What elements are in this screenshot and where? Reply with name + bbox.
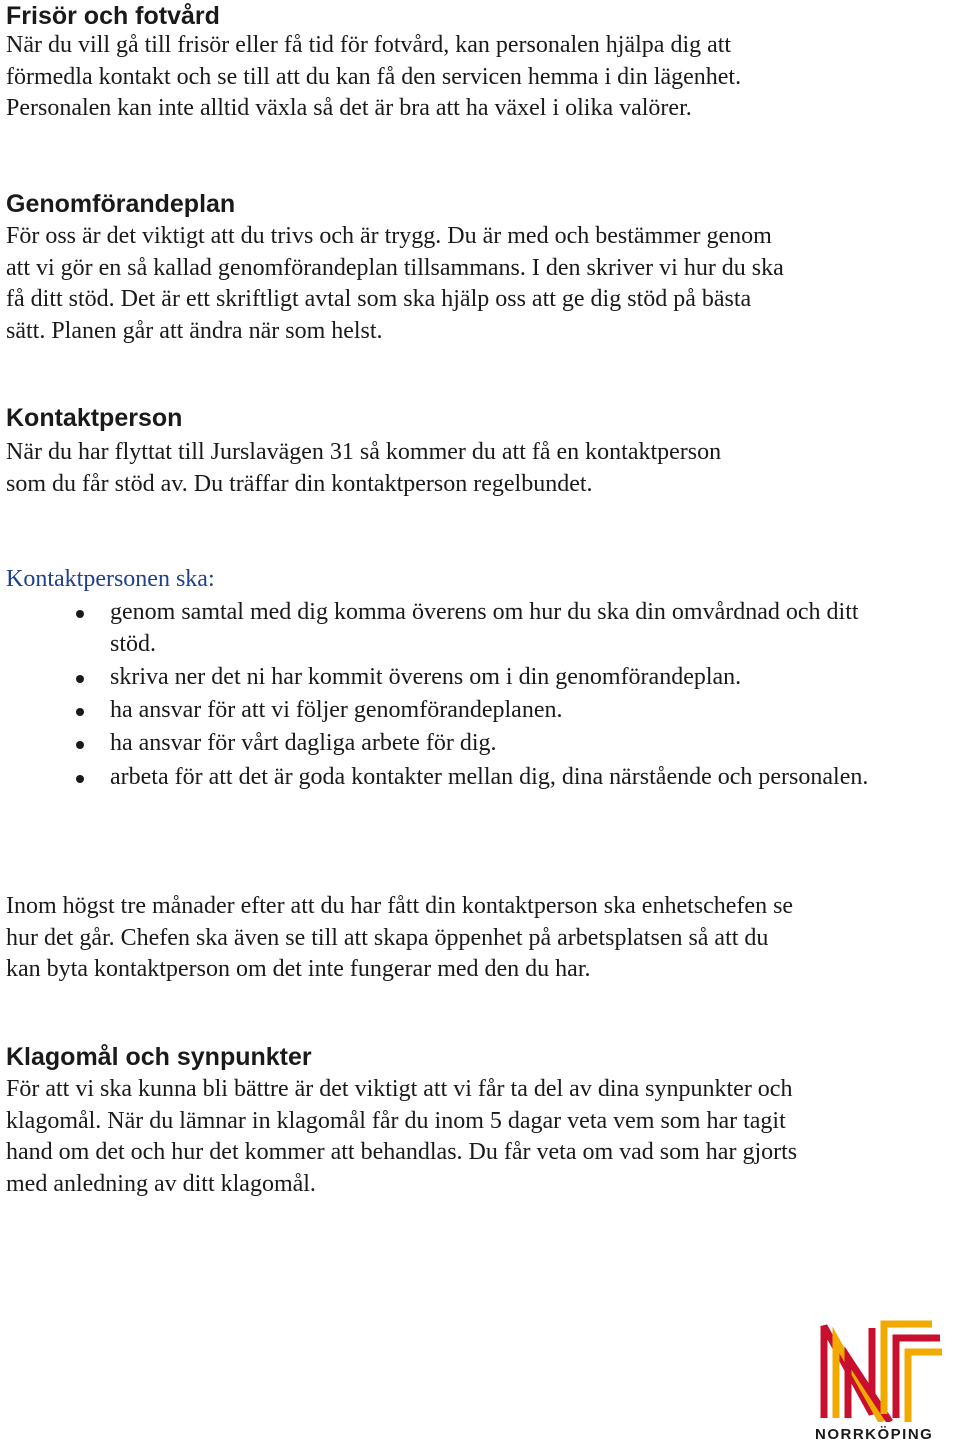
paragraph-klagomal: För att vi ska kunna bli bättre är det viktigt att vi får ta del av dina synpunkter och klagomål. När du lämnar in klagomål får du inom 5 dagar veta vem som har tagit hand om det och hur det kommer att behandlas. Du får veta om vad som har gjorts med anledning av ditt klagomål. <box>6 1076 798 1198</box>
paragraph-frisor: När du vill gå till frisör eller få tid för fotvård, kan personalen hjälpa dig att förmedla kontakt och se till att du kan få den servicen hemma i din lägenhet. Personalen kan inte alltid växla så det är bra att ha växel i olika valörer. <box>6 32 742 122</box>
list-item <box>6 662 906 694</box>
subheading-kontaktpersonen-ska: Kontaktpersonen ska: <box>6 566 215 592</box>
list-item <box>6 597 906 660</box>
list-item-text: genom samtal med dig komma överens om hur du ska din omvårdnad och ditt stöd. <box>110 599 859 657</box>
list-item-text: ha ansvar för att vi följer genomförandeplanen. <box>110 697 563 724</box>
logo-text: NORRKÖPING <box>815 1426 934 1443</box>
heading-kontaktperson: Kontaktperson <box>6 404 183 432</box>
paragraph-genomforandeplan: För oss är det viktigt att du trivs och är trygg. Du är med och bestämmer genom att vi gör en så kallad genomförandeplan tillsammans. I den skriver vi hur du ska få ditt stöd. Det är ett skriftligt avtal som ska hjälp oss att ge dig stöd på bästa sätt. Planen går att ändra när som helst. <box>6 223 784 345</box>
paragraph-followup: Inom högst tre månader efter att du har fått din kontaktperson ska enhetschefen se hur det går. Chefen ska även se till att skapa öppenhet på arbetsplatsen så att du kan byta kontaktperson om det inte fungerar med den du har. <box>6 893 794 983</box>
list-item <box>6 695 906 727</box>
list-item <box>6 728 906 760</box>
list-item-text: skriva ner det ni har kommit överens om i din genomförandeplan. <box>110 663 742 690</box>
bullet-icon <box>76 675 84 683</box>
paragraph-kontaktperson: När du har flyttat till Jurslavägen 31 så kommer du att få en kontaktperson som du får stöd av. Du träffar din kontaktperson regelbundet. <box>6 439 722 497</box>
norrkoping-logo <box>812 1318 952 1448</box>
bullet-icon <box>76 775 84 783</box>
heading-frisor: Frisör och fotvård <box>6 2 220 30</box>
bullet-icon <box>76 708 84 716</box>
list-item <box>6 762 906 794</box>
list-item-text: ha ansvar för vårt dagliga arbete för dig. <box>110 730 497 757</box>
norrkoping-logo-mark-icon <box>812 1318 952 1422</box>
list-item-text: arbeta för att det är goda kontakter mellan dig, dina närstående och personalen. <box>110 763 869 790</box>
heading-genomforandeplan: Genomförandeplan <box>6 190 236 218</box>
kontaktperson-duties-list <box>6 597 906 795</box>
bullet-icon <box>76 741 84 749</box>
bullet-icon <box>76 610 84 618</box>
heading-klagomal: Klagomål och synpunkter <box>6 1043 312 1071</box>
